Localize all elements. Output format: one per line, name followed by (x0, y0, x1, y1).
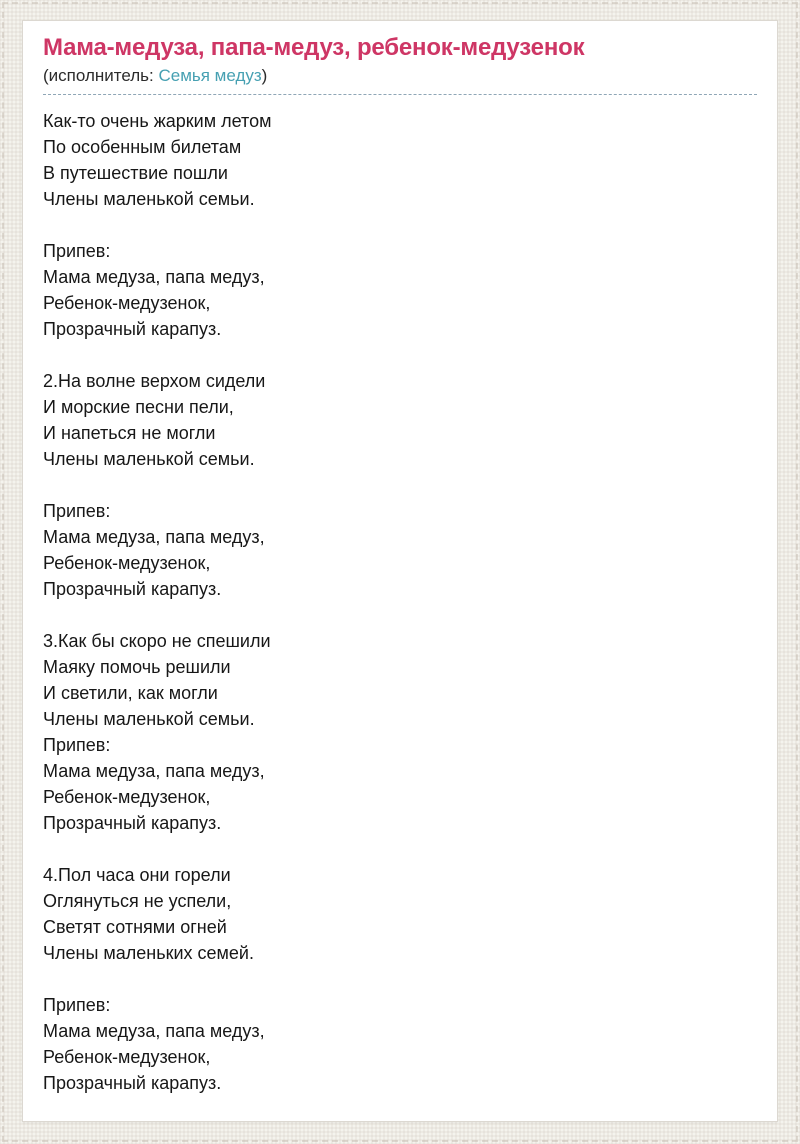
lyrics-line: Мама медуза, папа медуз, (43, 267, 265, 287)
artist-label-prefix: (исполнитель: (43, 66, 159, 85)
lyrics-text (43, 108, 757, 1096)
lyrics-line: Припев: (43, 501, 111, 521)
artist-link[interactable]: Семья медуз (158, 66, 262, 85)
lyrics-stanza (43, 628, 757, 836)
lyrics-line: Припев: (43, 241, 111, 261)
lyrics-line: Члены маленьких семей. (43, 943, 254, 963)
lyrics-line: И морские песни пели, (43, 397, 234, 417)
lyrics-stanza (43, 238, 757, 342)
lyrics-line: Прозрачный карапуз. (43, 1073, 222, 1093)
lyrics-stanza (43, 992, 757, 1096)
lyrics-line: Припев: (43, 735, 111, 755)
lyrics-line: И светили, как могли (43, 683, 218, 703)
lyrics-line: Оглянуться не успели, (43, 891, 232, 911)
lyrics-line: По особенным билетам (43, 137, 242, 157)
lyrics-line: Как-то очень жарким летом (43, 111, 272, 131)
lyrics-line: Мама медуза, папа медуз, (43, 527, 265, 547)
lyrics-line: Мама медуза, папа медуз, (43, 1021, 265, 1041)
lyrics-line: Прозрачный карапуз. (43, 319, 222, 339)
lyrics-line: Прозрачный карапуз. (43, 813, 222, 833)
lyrics-line: 3.Как бы скоро не спешили (43, 631, 271, 651)
artist-line (43, 65, 757, 87)
song-title: Мама-медуза, папа-медуз, ребенок-медузенок (43, 34, 585, 61)
lyrics-line: Ребенок-медузенок, (43, 787, 211, 807)
lyrics-stanza (43, 498, 757, 602)
artist-label-suffix: ) (261, 66, 268, 85)
lyrics-line: Ребенок-медузенок, (43, 553, 211, 573)
lyrics-line: Члены маленькой семьи. (43, 449, 255, 469)
lyrics-line: Члены маленькой семьи. (43, 709, 255, 729)
lyrics-stanza (43, 108, 757, 212)
lyrics-line: Прозрачный карапуз. (43, 579, 222, 599)
lyrics-line: Маяку помочь решили (43, 657, 231, 677)
lyrics-line: В путешествие пошли (43, 163, 228, 183)
lyrics-line: Ребенок-медузенок, (43, 1047, 211, 1067)
lyrics-stanza (43, 368, 757, 472)
lyrics-line: Светят сотнями огней (43, 917, 227, 937)
song-header (43, 33, 757, 95)
lyrics-stanza (43, 862, 757, 966)
lyrics-line: Ребенок-медузенок, (43, 293, 211, 313)
lyrics-line: Мама медуза, папа медуз, (43, 761, 265, 781)
lyrics-line: Припев: (43, 995, 111, 1015)
lyrics-line: Члены маленькой семьи. (43, 189, 255, 209)
lyrics-line: И напеться не могли (43, 423, 216, 443)
lyrics-card (22, 20, 778, 1122)
lyrics-line: 2.На волне верхом сидели (43, 371, 266, 391)
lyrics-line: 4.Пол часа они горели (43, 865, 231, 885)
